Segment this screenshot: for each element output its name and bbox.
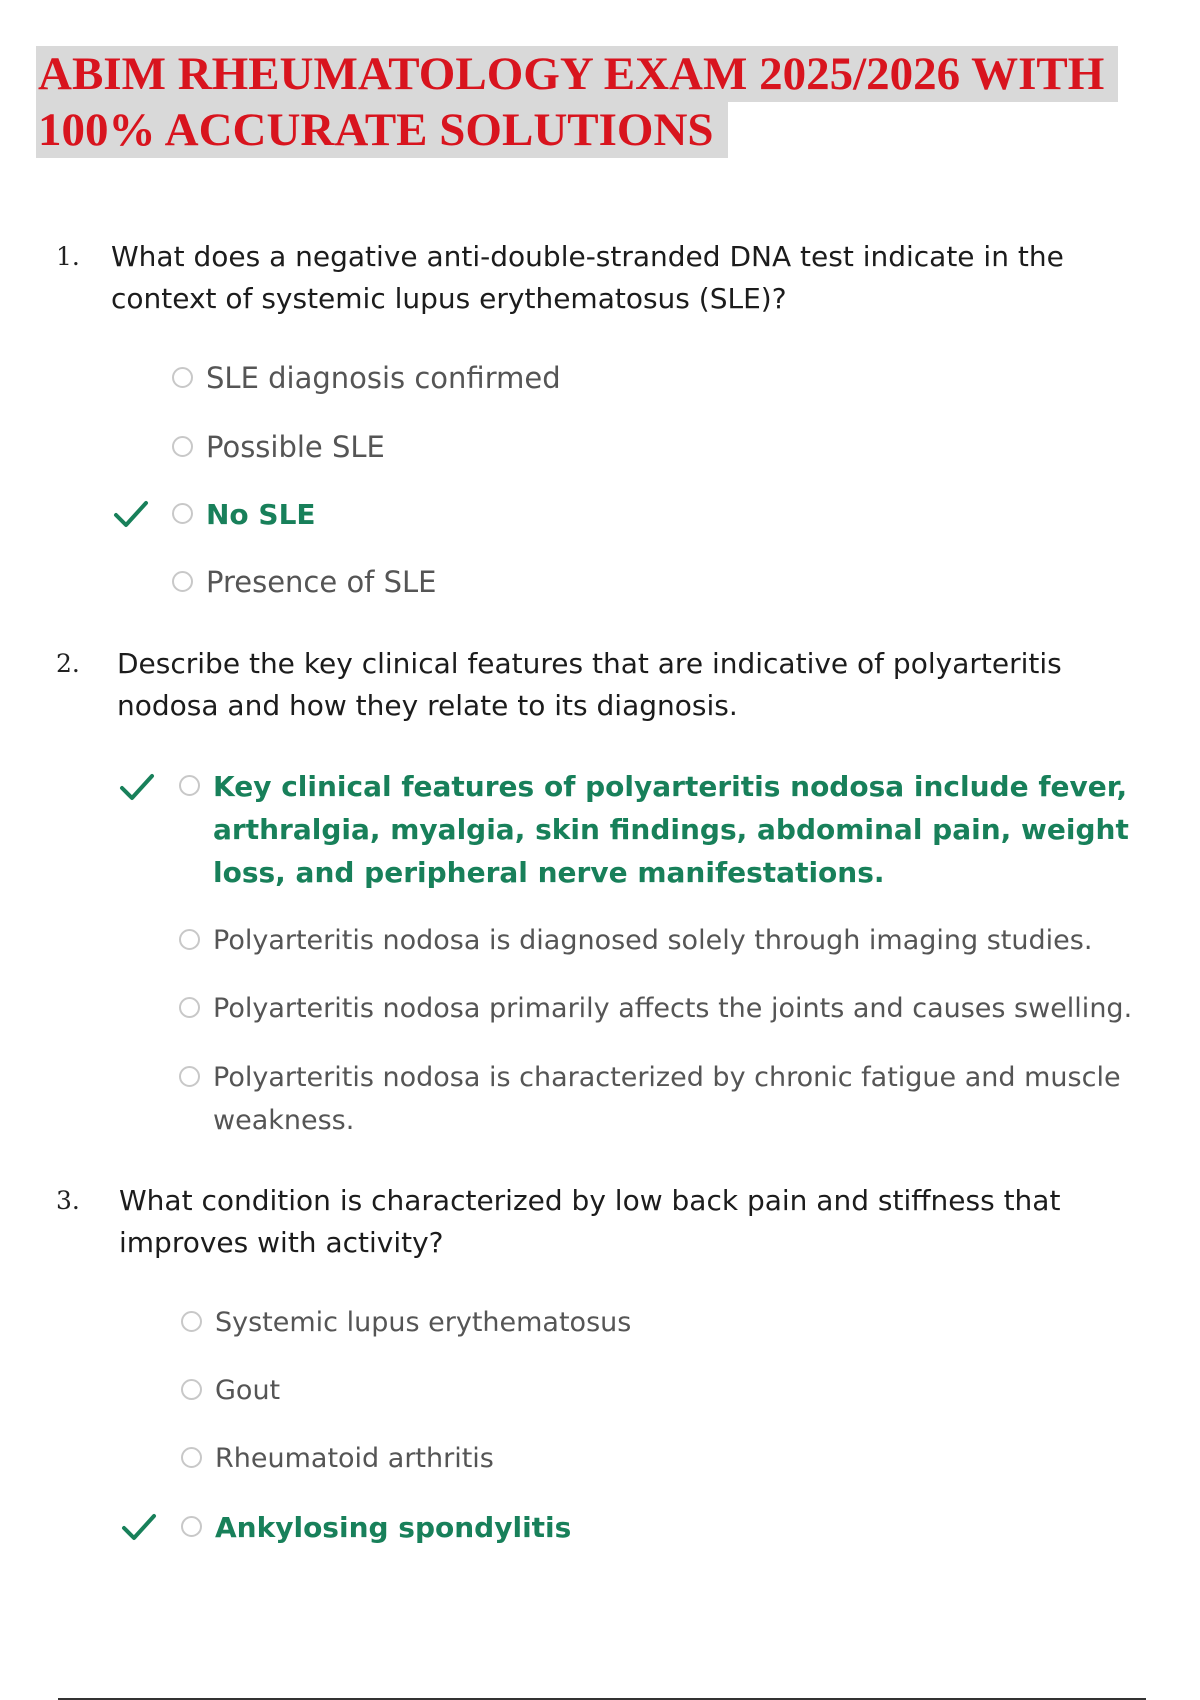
answer-option[interactable] <box>179 1056 1159 1142</box>
option-label: Polyarteritis nodosa primarily affects the joints and causes swelling. <box>213 993 1133 1024</box>
title-line-2: 100% ACCURATE SOLUTIONS <box>36 102 728 158</box>
radio-button-icon[interactable] <box>179 775 200 796</box>
radio-button-icon[interactable] <box>172 571 193 592</box>
answer-option[interactable] <box>179 987 1179 1030</box>
radio-button-icon[interactable] <box>172 367 193 388</box>
option-label: Polyarteritis nodosa is diagnosed solely through imaging studies. <box>213 925 1093 956</box>
answer-option[interactable] <box>181 1437 1081 1480</box>
answer-option-correct[interactable] <box>179 765 1149 894</box>
checkmark-icon <box>119 773 155 803</box>
answer-option[interactable] <box>181 1301 1081 1344</box>
checkmark-icon <box>121 1513 157 1543</box>
question-number: 3. <box>56 1186 80 1215</box>
option-label: Key clinical features of polyarteritis nodosa include fever, arthralgia, myalgia, skin findings, abdominal pain, weight loss, and peripheral nerve manifestations. <box>213 770 1129 889</box>
radio-button-icon[interactable] <box>181 1516 202 1537</box>
option-label: Rheumatoid arthritis <box>215 1443 494 1474</box>
answer-option[interactable] <box>172 561 1072 604</box>
title-line-1: ABIM RHEUMATOLOGY EXAM 2025/2026 WITH <box>36 46 1118 102</box>
answer-option[interactable] <box>172 426 1072 469</box>
question-number: 2. <box>56 649 80 678</box>
answer-option-correct[interactable] <box>172 493 1072 536</box>
answer-option[interactable] <box>179 919 1179 962</box>
radio-button-icon[interactable] <box>179 997 200 1018</box>
question-text: What condition is characterized by low back pain and stiffness that improves with activity? <box>119 1184 1061 1259</box>
radio-button-icon[interactable] <box>179 1066 200 1087</box>
radio-button-icon[interactable] <box>181 1311 202 1332</box>
radio-button-icon[interactable] <box>172 503 193 524</box>
option-label: Presence of SLE <box>206 565 437 599</box>
option-label: Polyarteritis nodosa is characterized by chronic fatigue and muscle weakness. <box>213 1062 1121 1136</box>
radio-button-icon[interactable] <box>179 929 200 950</box>
option-label: Gout <box>215 1375 281 1406</box>
radio-button-icon[interactable] <box>181 1447 202 1468</box>
radio-button-icon[interactable] <box>181 1379 202 1400</box>
question-number: 1. <box>56 242 80 271</box>
option-label: No SLE <box>206 498 316 531</box>
question-text: What does a negative anti-double-stranded DNA test indicate in the context of systemic lupus erythematosus (SLE)? <box>111 240 1064 315</box>
option-label: Possible SLE <box>206 430 385 464</box>
question-text: Describe the key clinical features that are indicative of polyarteritis nodosa and how they relate to its diagnosis. <box>117 647 1062 722</box>
option-label: SLE diagnosis confirmed <box>206 361 561 395</box>
option-label: Ankylosing spondylitis <box>215 1511 572 1544</box>
radio-button-icon[interactable] <box>172 436 193 457</box>
document-title <box>36 46 1118 158</box>
answer-option[interactable] <box>181 1369 1081 1412</box>
answer-option[interactable] <box>172 357 1072 400</box>
option-label: Systemic lupus erythematosus <box>215 1307 632 1338</box>
answer-option-correct[interactable] <box>181 1506 1081 1549</box>
checkmark-icon <box>113 500 149 530</box>
